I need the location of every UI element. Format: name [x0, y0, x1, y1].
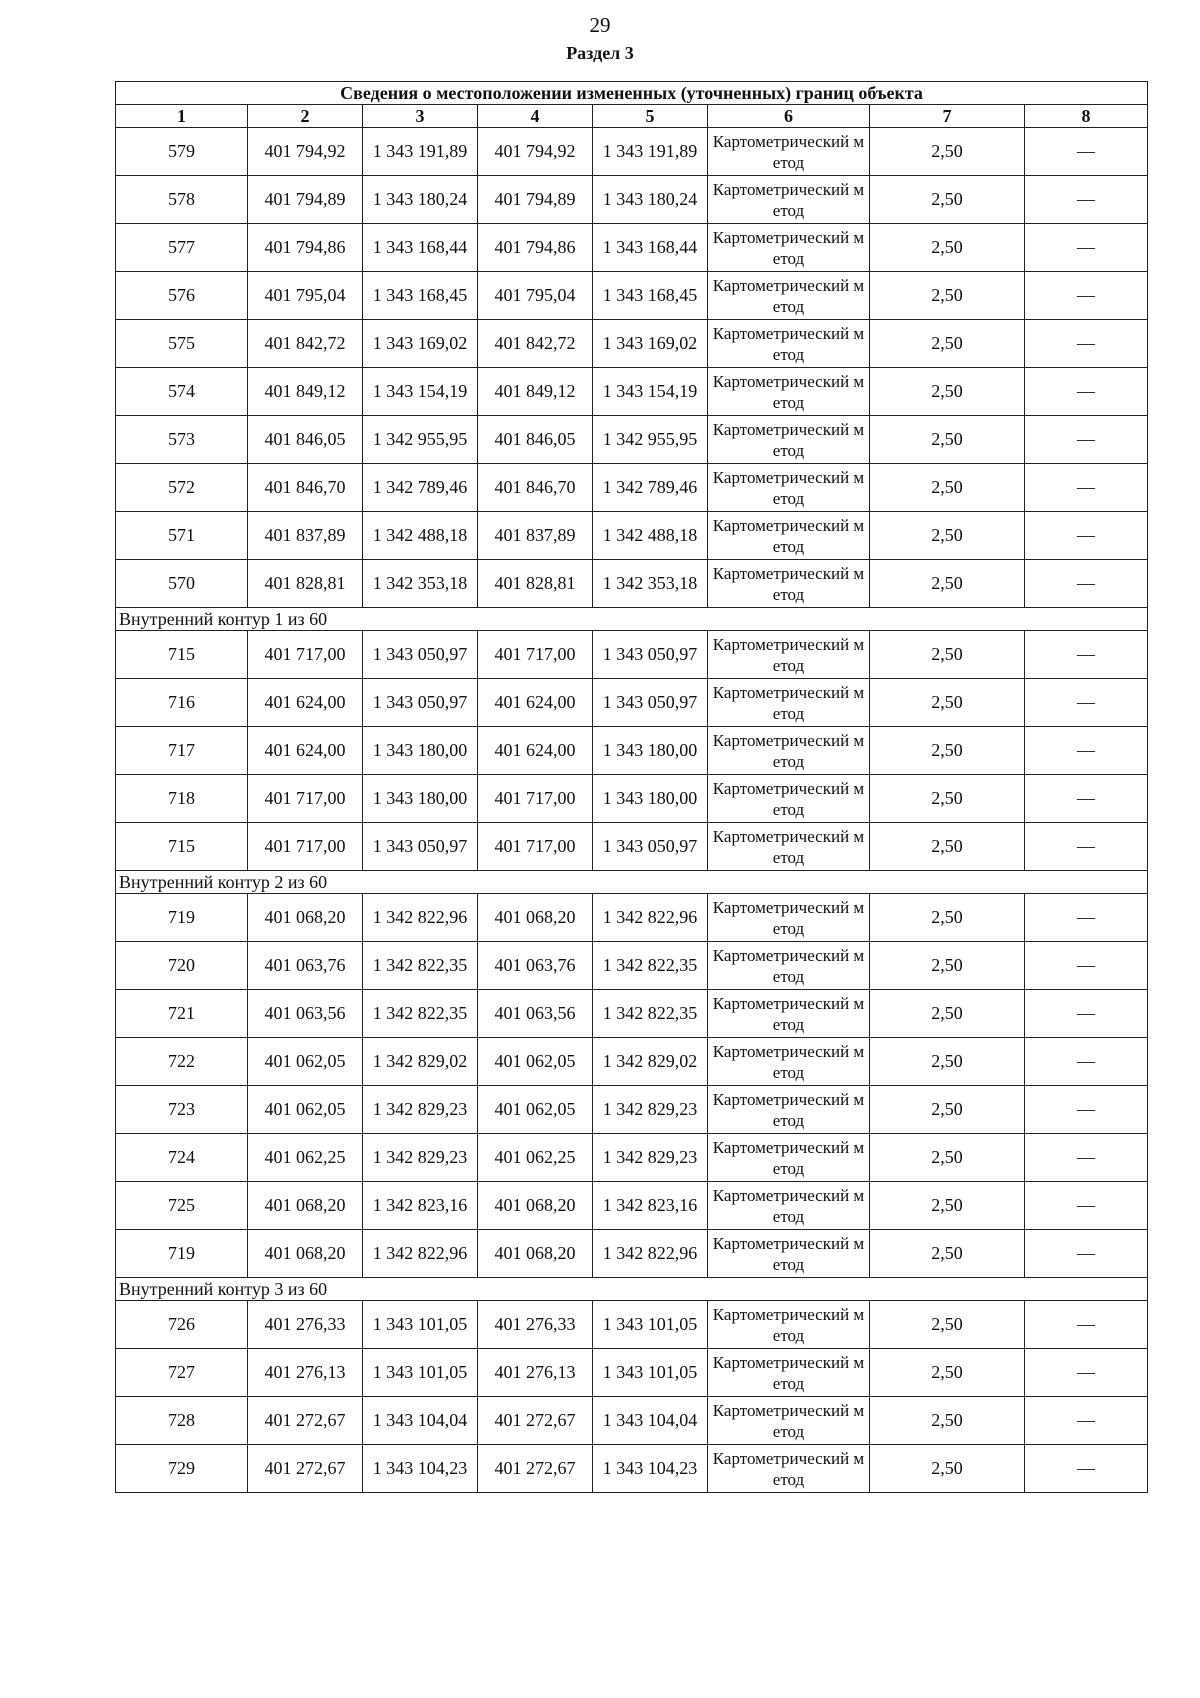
- x-existing-cell: 401 849,12: [248, 368, 363, 416]
- description-cell: —: [1025, 775, 1148, 823]
- accuracy-cell: 2,50: [870, 272, 1025, 320]
- description-cell: —: [1025, 1301, 1148, 1349]
- point-number-cell: 724: [116, 1134, 248, 1182]
- accuracy-cell: 2,50: [870, 1086, 1025, 1134]
- y-new-cell: 1 343 168,45: [593, 272, 708, 320]
- accuracy-cell: 2,50: [870, 320, 1025, 368]
- point-number-cell: 573: [116, 416, 248, 464]
- x-new-cell: 401 717,00: [478, 823, 593, 871]
- description-cell: —: [1025, 942, 1148, 990]
- point-number-cell: 570: [116, 560, 248, 608]
- table-row: [116, 894, 1148, 942]
- point-number-cell: 720: [116, 942, 248, 990]
- y-existing-cell: 1 342 822,35: [363, 942, 478, 990]
- y-existing-cell: 1 342 823,16: [363, 1182, 478, 1230]
- description-cell: —: [1025, 631, 1148, 679]
- x-existing-cell: 401 624,00: [248, 727, 363, 775]
- accuracy-cell: 2,50: [870, 775, 1025, 823]
- point-number-cell: 727: [116, 1349, 248, 1397]
- table-row: [116, 942, 1148, 990]
- method-cell: Картометрический метод: [708, 823, 870, 871]
- y-new-cell: 1 342 822,96: [593, 894, 708, 942]
- description-cell: —: [1025, 320, 1148, 368]
- y-existing-cell: 1 343 104,23: [363, 1445, 478, 1493]
- table-row: [116, 1038, 1148, 1086]
- description-cell: —: [1025, 1182, 1148, 1230]
- point-number-cell: 726: [116, 1301, 248, 1349]
- description-cell: —: [1025, 1230, 1148, 1278]
- x-new-cell: 401 837,89: [478, 512, 593, 560]
- method-cell: Картометрический метод: [708, 1182, 870, 1230]
- y-new-cell: 1 343 180,00: [593, 727, 708, 775]
- table-row: [116, 1182, 1148, 1230]
- x-existing-cell: 401 272,67: [248, 1445, 363, 1493]
- table-row: [116, 775, 1148, 823]
- point-number-cell: 723: [116, 1086, 248, 1134]
- x-new-cell: 401 272,67: [478, 1397, 593, 1445]
- point-number-cell: 717: [116, 727, 248, 775]
- column-number: 7: [870, 105, 1025, 128]
- column-number: 5: [593, 105, 708, 128]
- table-row: [116, 1230, 1148, 1278]
- point-number-cell: 729: [116, 1445, 248, 1493]
- table-row: [116, 224, 1148, 272]
- x-existing-cell: 401 624,00: [248, 679, 363, 727]
- x-existing-cell: 401 795,04: [248, 272, 363, 320]
- x-new-cell: 401 846,70: [478, 464, 593, 512]
- x-existing-cell: 401 794,86: [248, 224, 363, 272]
- description-cell: —: [1025, 224, 1148, 272]
- y-existing-cell: 1 343 168,44: [363, 224, 478, 272]
- column-number: 2: [248, 105, 363, 128]
- accuracy-cell: 2,50: [870, 128, 1025, 176]
- method-cell: Картометрический метод: [708, 942, 870, 990]
- accuracy-cell: 2,50: [870, 560, 1025, 608]
- table-row: [116, 320, 1148, 368]
- contour-label-row: [116, 871, 1148, 894]
- description-cell: —: [1025, 512, 1148, 560]
- y-new-cell: 1 343 154,19: [593, 368, 708, 416]
- x-new-cell: 401 062,05: [478, 1086, 593, 1134]
- accuracy-cell: 2,50: [870, 631, 1025, 679]
- contour-label-row: [116, 1278, 1148, 1301]
- x-new-cell: 401 068,20: [478, 1230, 593, 1278]
- table-row: [116, 990, 1148, 1038]
- column-number: 3: [363, 105, 478, 128]
- table-row: [116, 823, 1148, 871]
- y-existing-cell: 1 343 180,00: [363, 775, 478, 823]
- y-new-cell: 1 343 180,00: [593, 775, 708, 823]
- description-cell: —: [1025, 416, 1148, 464]
- description-cell: —: [1025, 128, 1148, 176]
- accuracy-cell: 2,50: [870, 1397, 1025, 1445]
- x-existing-cell: 401 062,25: [248, 1134, 363, 1182]
- x-new-cell: 401 842,72: [478, 320, 593, 368]
- description-cell: —: [1025, 464, 1148, 512]
- method-cell: Картометрический метод: [708, 512, 870, 560]
- x-existing-cell: 401 842,72: [248, 320, 363, 368]
- y-new-cell: 1 343 180,24: [593, 176, 708, 224]
- y-new-cell: 1 342 789,46: [593, 464, 708, 512]
- x-new-cell: 401 846,05: [478, 416, 593, 464]
- y-existing-cell: 1 342 822,35: [363, 990, 478, 1038]
- accuracy-cell: 2,50: [870, 224, 1025, 272]
- method-cell: Картометрический метод: [708, 1349, 870, 1397]
- y-existing-cell: 1 342 488,18: [363, 512, 478, 560]
- description-cell: —: [1025, 679, 1148, 727]
- table-body: [116, 128, 1148, 1493]
- table-row: [116, 1349, 1148, 1397]
- y-existing-cell: 1 342 829,23: [363, 1134, 478, 1182]
- y-new-cell: 1 342 829,23: [593, 1134, 708, 1182]
- y-existing-cell: 1 342 353,18: [363, 560, 478, 608]
- y-existing-cell: 1 343 168,45: [363, 272, 478, 320]
- method-cell: Картометрический метод: [708, 272, 870, 320]
- description-cell: —: [1025, 894, 1148, 942]
- x-new-cell: 401 062,25: [478, 1134, 593, 1182]
- accuracy-cell: 2,50: [870, 1230, 1025, 1278]
- method-cell: Картометрический метод: [708, 631, 870, 679]
- point-number-cell: 571: [116, 512, 248, 560]
- y-new-cell: 1 342 822,96: [593, 1230, 708, 1278]
- x-new-cell: 401 794,89: [478, 176, 593, 224]
- accuracy-cell: 2,50: [870, 176, 1025, 224]
- method-cell: Картометрический метод: [708, 368, 870, 416]
- x-new-cell: 401 717,00: [478, 775, 593, 823]
- y-existing-cell: 1 343 191,89: [363, 128, 478, 176]
- point-number-cell: 722: [116, 1038, 248, 1086]
- contour-label: Внутренний контур 1 из 60: [116, 608, 1148, 631]
- point-number-cell: 572: [116, 464, 248, 512]
- table-row: [116, 1397, 1148, 1445]
- table-row: [116, 272, 1148, 320]
- x-existing-cell: 401 068,20: [248, 1230, 363, 1278]
- y-existing-cell: 1 343 050,97: [363, 679, 478, 727]
- y-new-cell: 1 343 101,05: [593, 1301, 708, 1349]
- point-number-cell: 719: [116, 1230, 248, 1278]
- accuracy-cell: 2,50: [870, 894, 1025, 942]
- accuracy-cell: 2,50: [870, 823, 1025, 871]
- y-existing-cell: 1 342 789,46: [363, 464, 478, 512]
- y-existing-cell: 1 342 829,02: [363, 1038, 478, 1086]
- point-number-cell: 575: [116, 320, 248, 368]
- x-new-cell: 401 063,76: [478, 942, 593, 990]
- point-number-cell: 721: [116, 990, 248, 1038]
- x-existing-cell: 401 276,13: [248, 1349, 363, 1397]
- x-new-cell: 401 795,04: [478, 272, 593, 320]
- x-existing-cell: 401 068,20: [248, 1182, 363, 1230]
- method-cell: Картометрический метод: [708, 1038, 870, 1086]
- x-new-cell: 401 276,13: [478, 1349, 593, 1397]
- x-new-cell: 401 068,20: [478, 1182, 593, 1230]
- table-row: [116, 464, 1148, 512]
- x-existing-cell: 401 846,05: [248, 416, 363, 464]
- method-cell: Картометрический метод: [708, 176, 870, 224]
- x-new-cell: 401 272,67: [478, 1445, 593, 1493]
- x-existing-cell: 401 276,33: [248, 1301, 363, 1349]
- method-cell: Картометрический метод: [708, 1397, 870, 1445]
- y-existing-cell: 1 342 955,95: [363, 416, 478, 464]
- accuracy-cell: 2,50: [870, 368, 1025, 416]
- x-new-cell: 401 624,00: [478, 679, 593, 727]
- x-new-cell: 401 794,92: [478, 128, 593, 176]
- y-new-cell: 1 342 829,02: [593, 1038, 708, 1086]
- x-existing-cell: 401 717,00: [248, 823, 363, 871]
- accuracy-cell: 2,50: [870, 1445, 1025, 1493]
- column-number: 4: [478, 105, 593, 128]
- y-new-cell: 1 343 101,05: [593, 1349, 708, 1397]
- x-new-cell: 401 717,00: [478, 631, 593, 679]
- point-number-cell: 715: [116, 823, 248, 871]
- table-row: [116, 416, 1148, 464]
- accuracy-cell: 2,50: [870, 990, 1025, 1038]
- table-header: [116, 82, 1148, 128]
- column-number: 6: [708, 105, 870, 128]
- method-cell: Картометрический метод: [708, 224, 870, 272]
- method-cell: Картометрический метод: [708, 775, 870, 823]
- y-new-cell: 1 342 822,35: [593, 990, 708, 1038]
- point-number-cell: 578: [116, 176, 248, 224]
- description-cell: —: [1025, 727, 1148, 775]
- x-new-cell: 401 849,12: [478, 368, 593, 416]
- x-new-cell: 401 794,86: [478, 224, 593, 272]
- contour-label-row: [116, 608, 1148, 631]
- description-cell: —: [1025, 1086, 1148, 1134]
- y-new-cell: 1 342 829,23: [593, 1086, 708, 1134]
- x-existing-cell: 401 828,81: [248, 560, 363, 608]
- point-number-cell: 574: [116, 368, 248, 416]
- description-cell: —: [1025, 176, 1148, 224]
- column-number-row: [116, 105, 1148, 128]
- y-existing-cell: 1 343 050,97: [363, 631, 478, 679]
- y-new-cell: 1 343 050,97: [593, 679, 708, 727]
- x-existing-cell: 401 837,89: [248, 512, 363, 560]
- x-existing-cell: 401 063,56: [248, 990, 363, 1038]
- y-new-cell: 1 342 353,18: [593, 560, 708, 608]
- y-existing-cell: 1 342 822,96: [363, 1230, 478, 1278]
- y-new-cell: 1 343 050,97: [593, 823, 708, 871]
- y-new-cell: 1 343 191,89: [593, 128, 708, 176]
- method-cell: Картометрический метод: [708, 128, 870, 176]
- method-cell: Картометрический метод: [708, 464, 870, 512]
- method-cell: Картометрический метод: [708, 1230, 870, 1278]
- y-existing-cell: 1 343 180,24: [363, 176, 478, 224]
- accuracy-cell: 2,50: [870, 464, 1025, 512]
- description-cell: —: [1025, 1445, 1148, 1493]
- x-new-cell: 401 068,20: [478, 894, 593, 942]
- table-row: [116, 128, 1148, 176]
- x-existing-cell: 401 794,92: [248, 128, 363, 176]
- method-cell: Картометрический метод: [708, 1445, 870, 1493]
- page-number: 29: [589, 13, 611, 37]
- accuracy-cell: 2,50: [870, 727, 1025, 775]
- coordinates-table: [115, 81, 1148, 1493]
- y-existing-cell: 1 343 050,97: [363, 823, 478, 871]
- x-existing-cell: 401 794,89: [248, 176, 363, 224]
- accuracy-cell: 2,50: [870, 1301, 1025, 1349]
- y-existing-cell: 1 343 169,02: [363, 320, 478, 368]
- column-number: 8: [1025, 105, 1148, 128]
- table-row: [116, 1445, 1148, 1493]
- method-cell: Картометрический метод: [708, 1301, 870, 1349]
- table-row: [116, 679, 1148, 727]
- point-number-cell: 725: [116, 1182, 248, 1230]
- method-cell: Картометрический метод: [708, 416, 870, 464]
- accuracy-cell: 2,50: [870, 1038, 1025, 1086]
- method-cell: Картометрический метод: [708, 727, 870, 775]
- method-cell: Картометрический метод: [708, 560, 870, 608]
- method-cell: Картометрический метод: [708, 679, 870, 727]
- method-cell: Картометрический метод: [708, 1134, 870, 1182]
- x-existing-cell: 401 846,70: [248, 464, 363, 512]
- description-cell: —: [1025, 1038, 1148, 1086]
- accuracy-cell: 2,50: [870, 512, 1025, 560]
- table-row: [116, 512, 1148, 560]
- y-new-cell: 1 343 104,04: [593, 1397, 708, 1445]
- accuracy-cell: 2,50: [870, 416, 1025, 464]
- accuracy-cell: 2,50: [870, 679, 1025, 727]
- accuracy-cell: 2,50: [870, 1349, 1025, 1397]
- x-existing-cell: 401 063,76: [248, 942, 363, 990]
- x-new-cell: 401 828,81: [478, 560, 593, 608]
- table-row: [116, 368, 1148, 416]
- y-existing-cell: 1 343 101,05: [363, 1301, 478, 1349]
- accuracy-cell: 2,50: [870, 1182, 1025, 1230]
- description-cell: —: [1025, 1349, 1148, 1397]
- x-existing-cell: 401 068,20: [248, 894, 363, 942]
- point-number-cell: 579: [116, 128, 248, 176]
- description-cell: —: [1025, 990, 1148, 1038]
- y-existing-cell: 1 343 154,19: [363, 368, 478, 416]
- description-cell: —: [1025, 1134, 1148, 1182]
- y-existing-cell: 1 343 101,05: [363, 1349, 478, 1397]
- y-new-cell: 1 342 488,18: [593, 512, 708, 560]
- contour-label: Внутренний контур 2 из 60: [116, 871, 1148, 894]
- x-existing-cell: 401 717,00: [248, 631, 363, 679]
- y-new-cell: 1 342 955,95: [593, 416, 708, 464]
- description-cell: —: [1025, 823, 1148, 871]
- table-row: [116, 727, 1148, 775]
- accuracy-cell: 2,50: [870, 942, 1025, 990]
- description-cell: —: [1025, 368, 1148, 416]
- table-row: [116, 631, 1148, 679]
- y-new-cell: 1 342 823,16: [593, 1182, 708, 1230]
- table-row: [116, 1086, 1148, 1134]
- description-cell: —: [1025, 560, 1148, 608]
- method-cell: Картометрический метод: [708, 1086, 870, 1134]
- x-new-cell: 401 624,00: [478, 727, 593, 775]
- y-new-cell: 1 343 050,97: [593, 631, 708, 679]
- y-new-cell: 1 343 169,02: [593, 320, 708, 368]
- accuracy-cell: 2,50: [870, 1134, 1025, 1182]
- x-existing-cell: 401 272,67: [248, 1397, 363, 1445]
- point-number-cell: 728: [116, 1397, 248, 1445]
- y-existing-cell: 1 343 104,04: [363, 1397, 478, 1445]
- description-cell: —: [1025, 272, 1148, 320]
- method-cell: Картометрический метод: [708, 320, 870, 368]
- table-caption: Сведения о местоположении измененных (уточненных) границ объекта: [116, 82, 1148, 105]
- method-cell: Картометрический метод: [708, 990, 870, 1038]
- x-existing-cell: 401 062,05: [248, 1086, 363, 1134]
- y-new-cell: 1 343 168,44: [593, 224, 708, 272]
- x-new-cell: 401 062,05: [478, 1038, 593, 1086]
- table-row: [116, 560, 1148, 608]
- y-existing-cell: 1 342 822,96: [363, 894, 478, 942]
- x-new-cell: 401 063,56: [478, 990, 593, 1038]
- contour-label: Внутренний контур 3 из 60: [116, 1278, 1148, 1301]
- y-existing-cell: 1 343 180,00: [363, 727, 478, 775]
- point-number-cell: 715: [116, 631, 248, 679]
- y-new-cell: 1 343 104,23: [593, 1445, 708, 1493]
- y-existing-cell: 1 342 829,23: [363, 1086, 478, 1134]
- point-number-cell: 716: [116, 679, 248, 727]
- point-number-cell: 718: [116, 775, 248, 823]
- table-row: [116, 1301, 1148, 1349]
- x-existing-cell: 401 717,00: [248, 775, 363, 823]
- y-new-cell: 1 342 822,35: [593, 942, 708, 990]
- x-existing-cell: 401 062,05: [248, 1038, 363, 1086]
- table-row: [116, 1134, 1148, 1182]
- point-number-cell: 576: [116, 272, 248, 320]
- method-cell: Картометрический метод: [708, 894, 870, 942]
- x-new-cell: 401 276,33: [478, 1301, 593, 1349]
- point-number-cell: 719: [116, 894, 248, 942]
- description-cell: —: [1025, 1397, 1148, 1445]
- column-number: 1: [116, 105, 248, 128]
- section-title: Раздел 3: [566, 43, 634, 63]
- point-number-cell: 577: [116, 224, 248, 272]
- table-row: [116, 176, 1148, 224]
